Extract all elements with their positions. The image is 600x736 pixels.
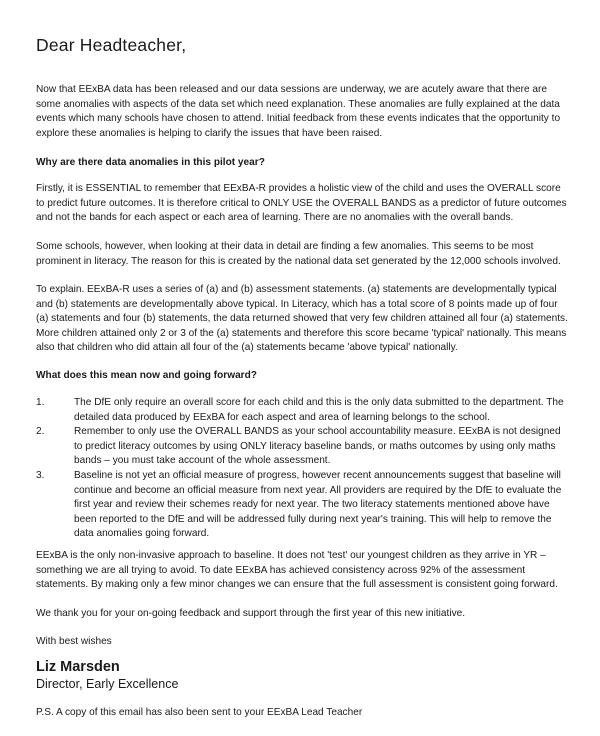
list-item-text: Remember to only use the OVERALL BANDS as your school accountability measure. EExBA is not designed to predict literacy outcomes by using ONLY literacy baseline bands, or maths outcomes by using only maths bands – you must take account of the whole assessment. <box>74 426 561 467</box>
paragraph-eexba: EExBA is the only non-invasive approach to baseline. It does not 'test' our youngest children as they arrive in YR – something we are all trying to avoid. To date EExBA has achieved consistency across 92% of the assessment statements. By making only a few minor changes we can ensure that the full assessment is consistent going forward. <box>36 550 558 591</box>
closing-line: With best wishes <box>36 636 112 647</box>
intro-paragraph: Now that EExBA data has been released and our data sessions are underway, we are acutely aware that there are some anomalies with aspects of the data set which need explanation. These anomalies are fully explained at the data events which many schools have chosen to attend. Initial feedback from these events indicates that the opportunity to explore these anomalies is helping to clarify the issues that have been raised. <box>36 84 561 139</box>
signature-name: Liz Marsden <box>36 659 120 675</box>
list-item <box>36 469 568 542</box>
paragraph-thanks: We thank you for your on-going feedback and support through the first year of this new initiative. <box>36 608 466 619</box>
paragraph-firstly: Firstly, it is ESSENTIAL to remember that EExBA-R provides a holistic view of the child and uses the OVERALL score to predict future outcomes. It is therefore critical to ONLY USE the OVERALL BANDS as a predictor of future outcomes and not the bands for each aspect or each area of learning. There are no anomalies with the overall bands. <box>36 183 567 224</box>
list-item <box>36 396 568 425</box>
list-item-text: The DfE only require an overall score for each child and this is the only data submitted to the department. The detailed data produced by EExBA for each aspect and area of learning belongs to the school. <box>74 397 564 423</box>
paragraph-some-schools: Some schools, however, when looking at their data in detail are finding a few anomalies. This seems to be most prominent in literacy. The reason for this is created by the national data set generated by the 12,000 schools involved. <box>36 241 561 267</box>
letter-greeting: Dear Headteacher, <box>36 35 187 55</box>
paragraph-explanation: To explain. EExBA-R uses a series of (a) and (b) assessment statements. (a) statements are developmentally typical and (b) statements are developmentally above typical. In Literacy, which has a total score of 8 points made up of four (a) statements and four (b) statements, the data returned showed that very few children attained all four (a) statements. More children attained only 2 or 3 of the (a) statements and therefore this score became 'typical' nationally. This means also that children who did attain all four of the (a) statements became 'above typical' nationally. <box>36 284 568 354</box>
list-item-text: Baseline is not yet an official measure of progress, however recent announcements suggest that baseline will continue and become an official measure from next year. All providers are required by the DfE to evaluate the first year and review their schemes ready for next year. The two literacy statements mentioned above have been reported to the DfE and will be addressed fully during next year's training. This will help to remove the data anomalies going forward. <box>74 469 562 540</box>
numbered-list <box>36 396 568 542</box>
heading-what-now: What does this mean now and going forward? <box>36 370 257 381</box>
signature-title: Director, Early Excellence <box>36 677 179 691</box>
heading-why-anomalies: Why are there data anomalies in this pilot year? <box>36 157 265 168</box>
list-item-number: 3. <box>36 469 45 481</box>
list-item-number: 2. <box>36 426 45 438</box>
list-item-number: 1. <box>36 397 45 408</box>
list-item <box>36 425 568 469</box>
postscript: P.S. A copy of this email has also been sent to your EExBA Lead Teacher <box>36 707 363 718</box>
